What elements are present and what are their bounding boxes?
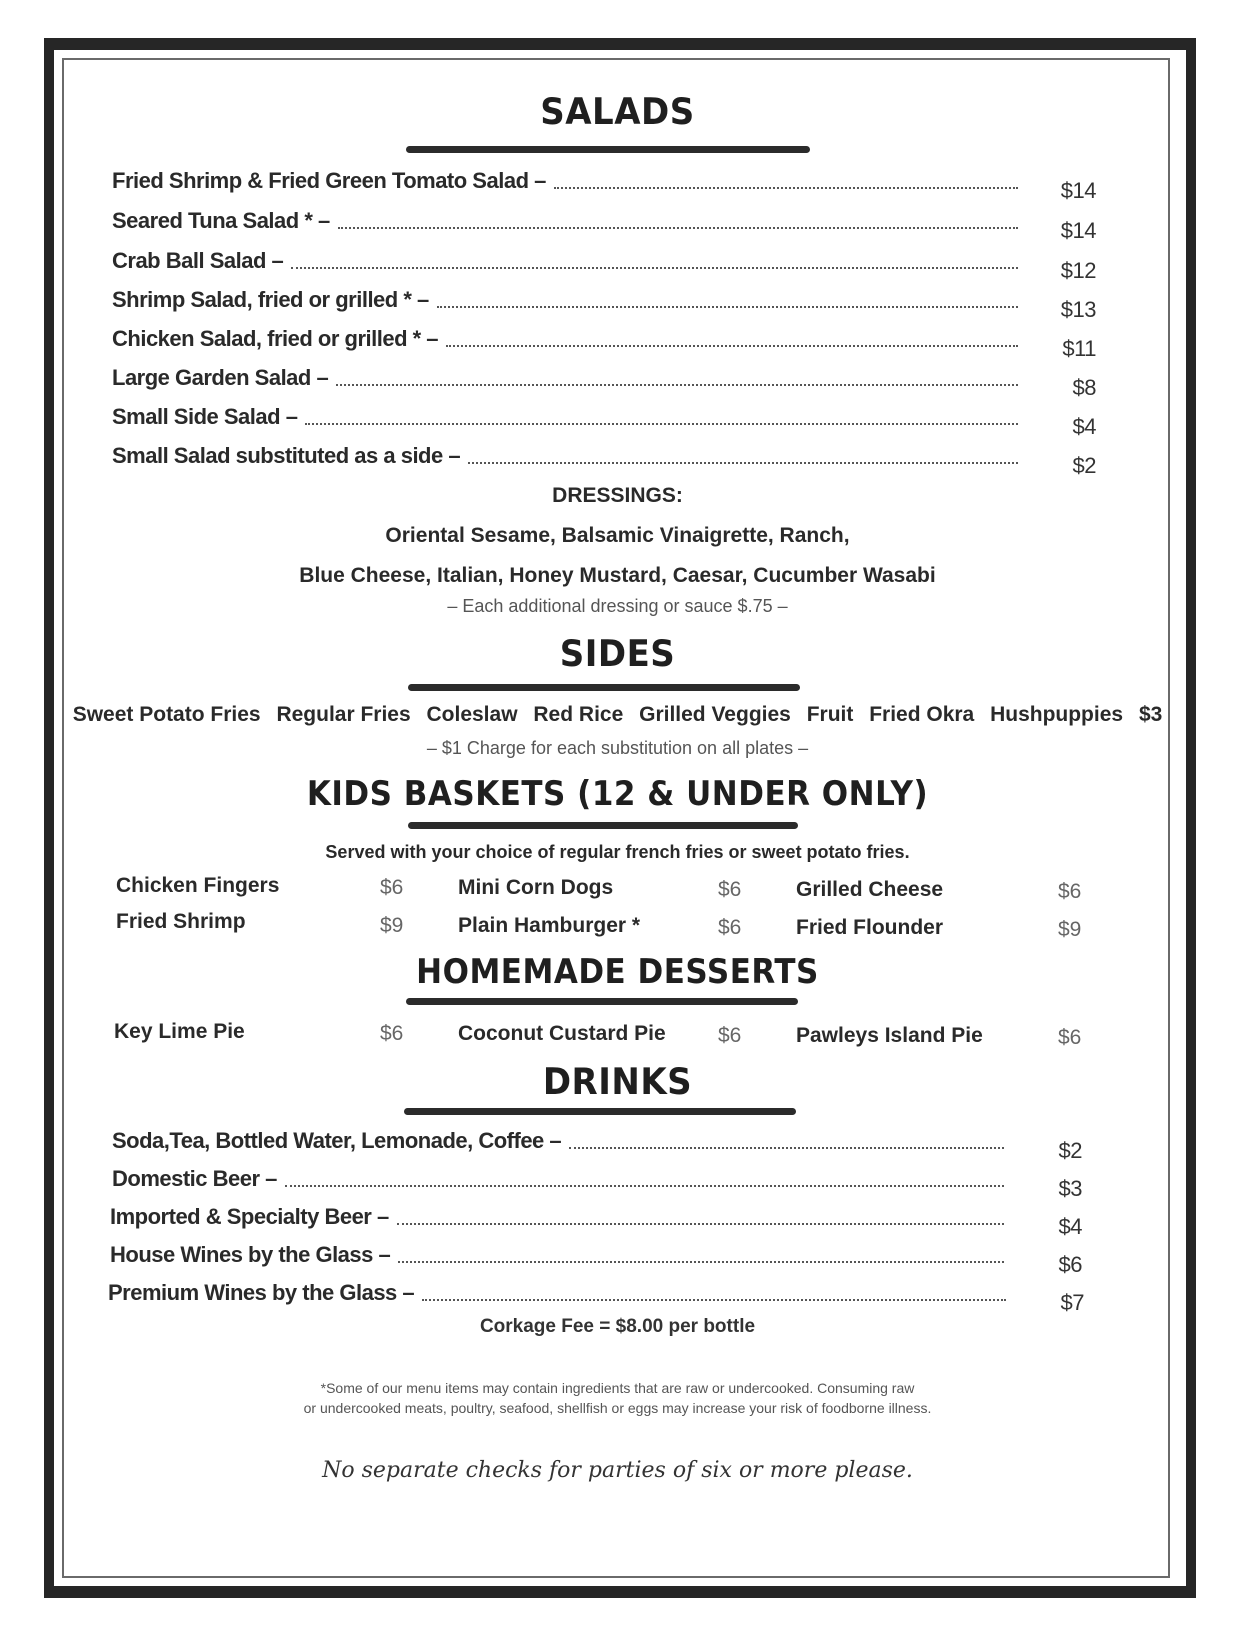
kids-item-name: Grilled Cheese: [796, 878, 944, 901]
side-item: Fried Okra: [869, 703, 975, 726]
salads-title: SALADS: [540, 90, 695, 134]
menu-row: [112, 443, 1096, 478]
item-name: Soda,Tea, Bottled Water, Lemonade, Coffee –: [112, 1128, 562, 1153]
drinks-title: DRINKS: [542, 1060, 693, 1104]
desserts-title: HOMEMADE DESSERTS: [416, 952, 819, 992]
item-price: $11: [1062, 336, 1096, 361]
item-name: Fried Shrimp & Fried Green Tomato Salad –: [112, 168, 546, 193]
menu-row: [112, 365, 1096, 400]
leader-dots: [446, 344, 1018, 347]
side-item: Regular Fries: [276, 703, 411, 726]
dressings-line-2: Blue Cheese, Italian, Honey Mustard, Caesar, Cucumber Wasabi: [299, 564, 936, 587]
item-name: Large Garden Salad –: [112, 365, 329, 390]
menu-row: [112, 208, 1096, 243]
item-name: Premium Wines by the Glass –: [108, 1280, 415, 1305]
leader-dots: [554, 186, 1018, 189]
kids-underline: [408, 822, 798, 829]
item-price: $4: [1058, 1214, 1082, 1239]
item-price: $6: [1058, 1252, 1082, 1277]
item-price: $3: [1058, 1176, 1082, 1201]
item-price: $14: [1060, 178, 1096, 203]
leader-dots: [468, 461, 1018, 464]
side-item: Coleslaw: [426, 703, 518, 726]
menu-row: [108, 1280, 1084, 1315]
kids-item-name: Plain Hamburger *: [458, 914, 641, 937]
leader-dots: [569, 1146, 1004, 1149]
menu-row: [112, 1128, 1082, 1163]
dressings-line-1: Oriental Sesame, Balsamic Vinaigrette, Ranch,: [385, 524, 850, 547]
item-price: $14: [1060, 218, 1096, 243]
menu-row: [112, 287, 1096, 322]
sides-underline: [408, 684, 800, 691]
dessert-item-name: Key Lime Pie: [114, 1020, 245, 1043]
leader-dots: [291, 266, 1018, 269]
menu-row: [112, 1166, 1082, 1201]
leader-dots: [422, 1298, 1006, 1301]
side-item: Hushpuppies: [990, 703, 1124, 726]
kids-item-price: $9: [1058, 918, 1082, 941]
item-name: Chicken Salad, fried or grilled * –: [112, 326, 439, 351]
sides-list: [0, 703, 1235, 727]
item-name: Small Side Salad –: [112, 404, 298, 429]
footer-note: No separate checks for parties of six or more please.: [322, 1458, 913, 1483]
dessert-item-price: $6: [1058, 1026, 1082, 1049]
dressings-heading: DRESSINGS:: [552, 484, 683, 507]
item-name: Crab Ball Salad –: [112, 248, 284, 273]
dressings-note: – Each additional dressing or sauce $.75 –: [447, 596, 788, 616]
leader-dots: [305, 422, 1018, 425]
item-name: Imported & Specialty Beer –: [110, 1204, 389, 1229]
salads-underline: [406, 146, 810, 153]
side-item: Grilled Veggies: [639, 703, 791, 726]
menu-inner-border: [62, 58, 1170, 1578]
kids-item-name: Mini Corn Dogs: [458, 876, 614, 899]
menu-row: [110, 1204, 1082, 1239]
kids-item-name: Chicken Fingers: [116, 874, 280, 897]
menu-row: [112, 168, 1096, 203]
dessert-item-name: Coconut Custard Pie: [458, 1022, 666, 1045]
item-price: $13: [1060, 297, 1096, 322]
side-item: Sweet Potato Fries: [72, 703, 261, 726]
kids-item-price: $6: [380, 876, 404, 899]
dessert-item-price: $6: [718, 1024, 742, 1047]
item-price: $7: [1060, 1290, 1084, 1315]
menu-row: [110, 1242, 1082, 1277]
kids-item-name: Fried Flounder: [796, 916, 943, 939]
menu-row: [112, 248, 1096, 283]
kids-subtitle: Served with your choice of regular french fries or sweet potato fries.: [325, 842, 910, 862]
drinks-underline: [404, 1108, 796, 1115]
menu-row: [112, 326, 1096, 361]
item-price: $12: [1060, 258, 1096, 283]
leader-dots: [437, 305, 1018, 308]
kids-title: KIDS BASKETS (12 & UNDER ONLY): [306, 774, 929, 814]
dessert-item-price: $6: [380, 1022, 404, 1045]
menu-row: [112, 404, 1096, 439]
kids-item-price: $9: [380, 914, 404, 937]
sides-note: – $1 Charge for each substitution on all plates –: [426, 738, 809, 758]
item-name: Seared Tuna Salad * –: [112, 208, 330, 233]
item-price: $8: [1072, 375, 1096, 400]
kids-item-price: $6: [1058, 880, 1082, 903]
item-name: Small Salad substituted as a side –: [112, 443, 461, 468]
leader-dots: [398, 1260, 1004, 1263]
item-name: House Wines by the Glass –: [110, 1242, 391, 1267]
corkage-fee: Corkage Fee = $8.00 per bottle: [479, 1316, 756, 1337]
side-item: Red Rice: [533, 703, 624, 726]
kids-item-name: Fried Shrimp: [116, 910, 246, 933]
item-price: $2: [1072, 453, 1096, 478]
item-name: Domestic Beer –: [112, 1166, 277, 1191]
leader-dots: [338, 226, 1018, 229]
item-price: $2: [1058, 1138, 1082, 1163]
leader-dots: [397, 1222, 1004, 1225]
desserts-underline: [406, 998, 798, 1005]
leader-dots: [285, 1184, 1004, 1187]
side-item: Fruit: [806, 703, 854, 726]
leader-dots: [336, 383, 1018, 386]
sides-price: $3: [1138, 703, 1163, 726]
item-name: Shrimp Salad, fried or grilled * –: [112, 287, 429, 312]
sides-title: SIDES: [559, 632, 676, 676]
disclaimer-line-1: *Some of our menu items may contain ingredients that are raw or undercooked. Consuming raw: [320, 1380, 915, 1396]
kids-item-price: $6: [718, 878, 742, 901]
dessert-item-name: Pawleys Island Pie: [796, 1024, 983, 1047]
disclaimer-line-2: or undercooked meats, poultry, seafood, shellfish or eggs may increase your risk of foodborne illness.: [303, 1400, 932, 1416]
item-price: $4: [1072, 414, 1096, 439]
kids-item-price: $6: [718, 916, 742, 939]
